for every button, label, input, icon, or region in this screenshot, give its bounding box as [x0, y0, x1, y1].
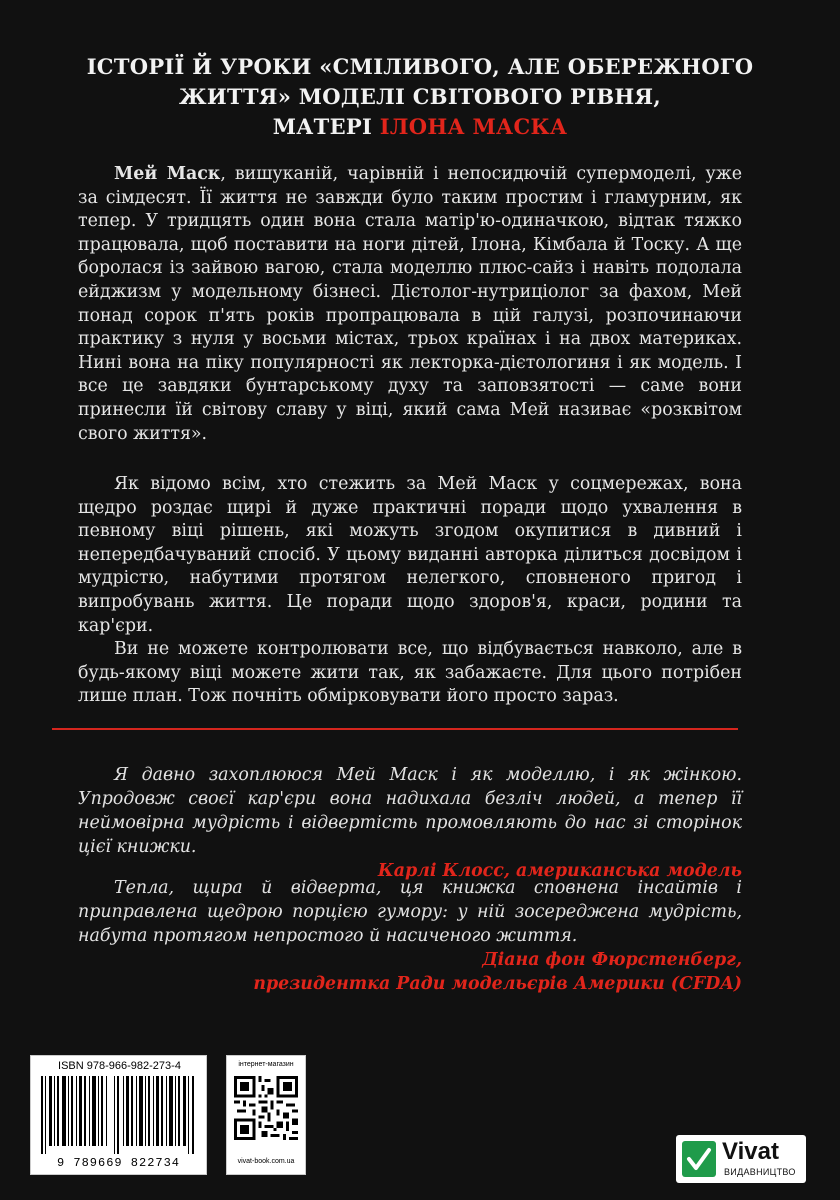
author-name: Мей Маск [114, 164, 221, 184]
quote-2-attribution-name: Діана фон Фюрстенберг, [482, 950, 742, 970]
red-divider [52, 728, 738, 730]
barcode-icon [41, 1076, 196, 1154]
endorsement-quote-2 [78, 876, 742, 996]
heading-line-1: ІСТОРІЇ Й УРОКИ «СМІЛИВОГО, АЛЕ ОБЕРЕЖНОГО [86, 54, 754, 79]
qr-code-icon [234, 1076, 298, 1140]
publisher-logo [676, 1135, 806, 1183]
quote-1-text: Я давно захоплююся Мей Маск і як моделлю, і як жінкою. Упродовж своєї кар'єри вона надихала безліч людей, а тепер її неймовірна мудрість і відвертість промовляють до нас зі сторінок цієї книжки. [78, 765, 742, 857]
publisher-name: Vivat [722, 1138, 779, 1165]
barcode-digits: 9 789669 822734 [56, 1156, 181, 1170]
heading-accent-name: ІЛОНА МАСКА [379, 114, 568, 139]
quote-2-text: Тепла, щира й відверта, ця книжка сповнена інсайтів і приправлена щедрою порцією гумору: у ній зосереджена мудрість, набута протягом непростого й насиченого життя. [78, 878, 742, 946]
blurb-paragraph-1-text: , вишуканій, чарівній і непосидючій супермоделі, уже за сімдесят. Її життя не завжди було таким простим і гламурним, як тепер. У тридцять один вона стала матір'ю-одиначкою, відтак тяжко працювала, щоб поставити на ноги дітей, Ілона, Кімбала й Тоску. А ще боролася із зайвою вагою, стала моделлю плюс-сайз і навіть подолала ейджизм у модельному бізнесі. Дієтолог-нутриціолог за фахом, Мей понад сорок п'ять років пропрацювала в цій галузі, розпочинаючи практику з нуля у восьми містах, трьох країнах і на двох материках. Нині вона на піку популярності як лекторка-дієтологиня і як модель. І все це завдяки бунтарському духу та заповзятості — саме вони принесли їй світову славу у віці, який сама Мей називає «розквітом свого життя». [78, 164, 743, 444]
heading-line-2: ЖИТТЯ» МОДЕЛІ СВІТОВОГО РІВНЯ, [179, 84, 661, 109]
vivat-logo-mark-icon [682, 1141, 716, 1177]
isbn-barcode-block [30, 1055, 207, 1175]
qr-bottom-label: vivat-book.com.ua [237, 1158, 295, 1165]
heading-line-3 [70, 112, 770, 142]
quote-2-attribution-title: президентка Ради модельєрів Америки (CFDA) [253, 974, 742, 994]
blurb-paragraph-2-text: Як відомо всім, хто стежить за Мей Маск у соцмережах, вона щедро роздає щирі й дуже практичні поради щодо ухвалення в певному віці рішень, які можуть згодом окупитися в дивний і непередбачуваний спосіб. У цьому виданні авторка ділиться досвідом і мудрістю, набутими протягом нелегкого, сповненого пригод і випробувань життя. Це поради щодо здоров'я, краси, родини та кар'єри. [78, 474, 742, 636]
publisher-subtitle: ВИДАВНИЦТВО [724, 1167, 796, 1177]
checkmark-icon [682, 1141, 716, 1177]
blurb-paragraph-3-text: Ви не можете контролювати все, що відбувається навколо, але в будь-якому віці можете жити так, як забажаєте. Для цього потрібен лише план. Тож почніть обмірковувати його просто зараз. [78, 639, 742, 707]
endorsement-quote-1 [78, 763, 742, 883]
blurb-paragraph-2 [78, 473, 742, 638]
quote-1-attribution: Карлі Клосс, американська модель [377, 861, 742, 881]
blurb-paragraph-3 [78, 638, 742, 709]
cover-heading [70, 52, 770, 142]
qr-top-label: інтернет-магазин [238, 1061, 294, 1068]
isbn-label: ISBN 978-966-982-273-4 [58, 1060, 181, 1072]
qr-code-block [226, 1055, 306, 1175]
heading-line-3-prefix: МАТЕРІ [272, 114, 380, 139]
blurb-paragraph-1 [78, 163, 742, 446]
